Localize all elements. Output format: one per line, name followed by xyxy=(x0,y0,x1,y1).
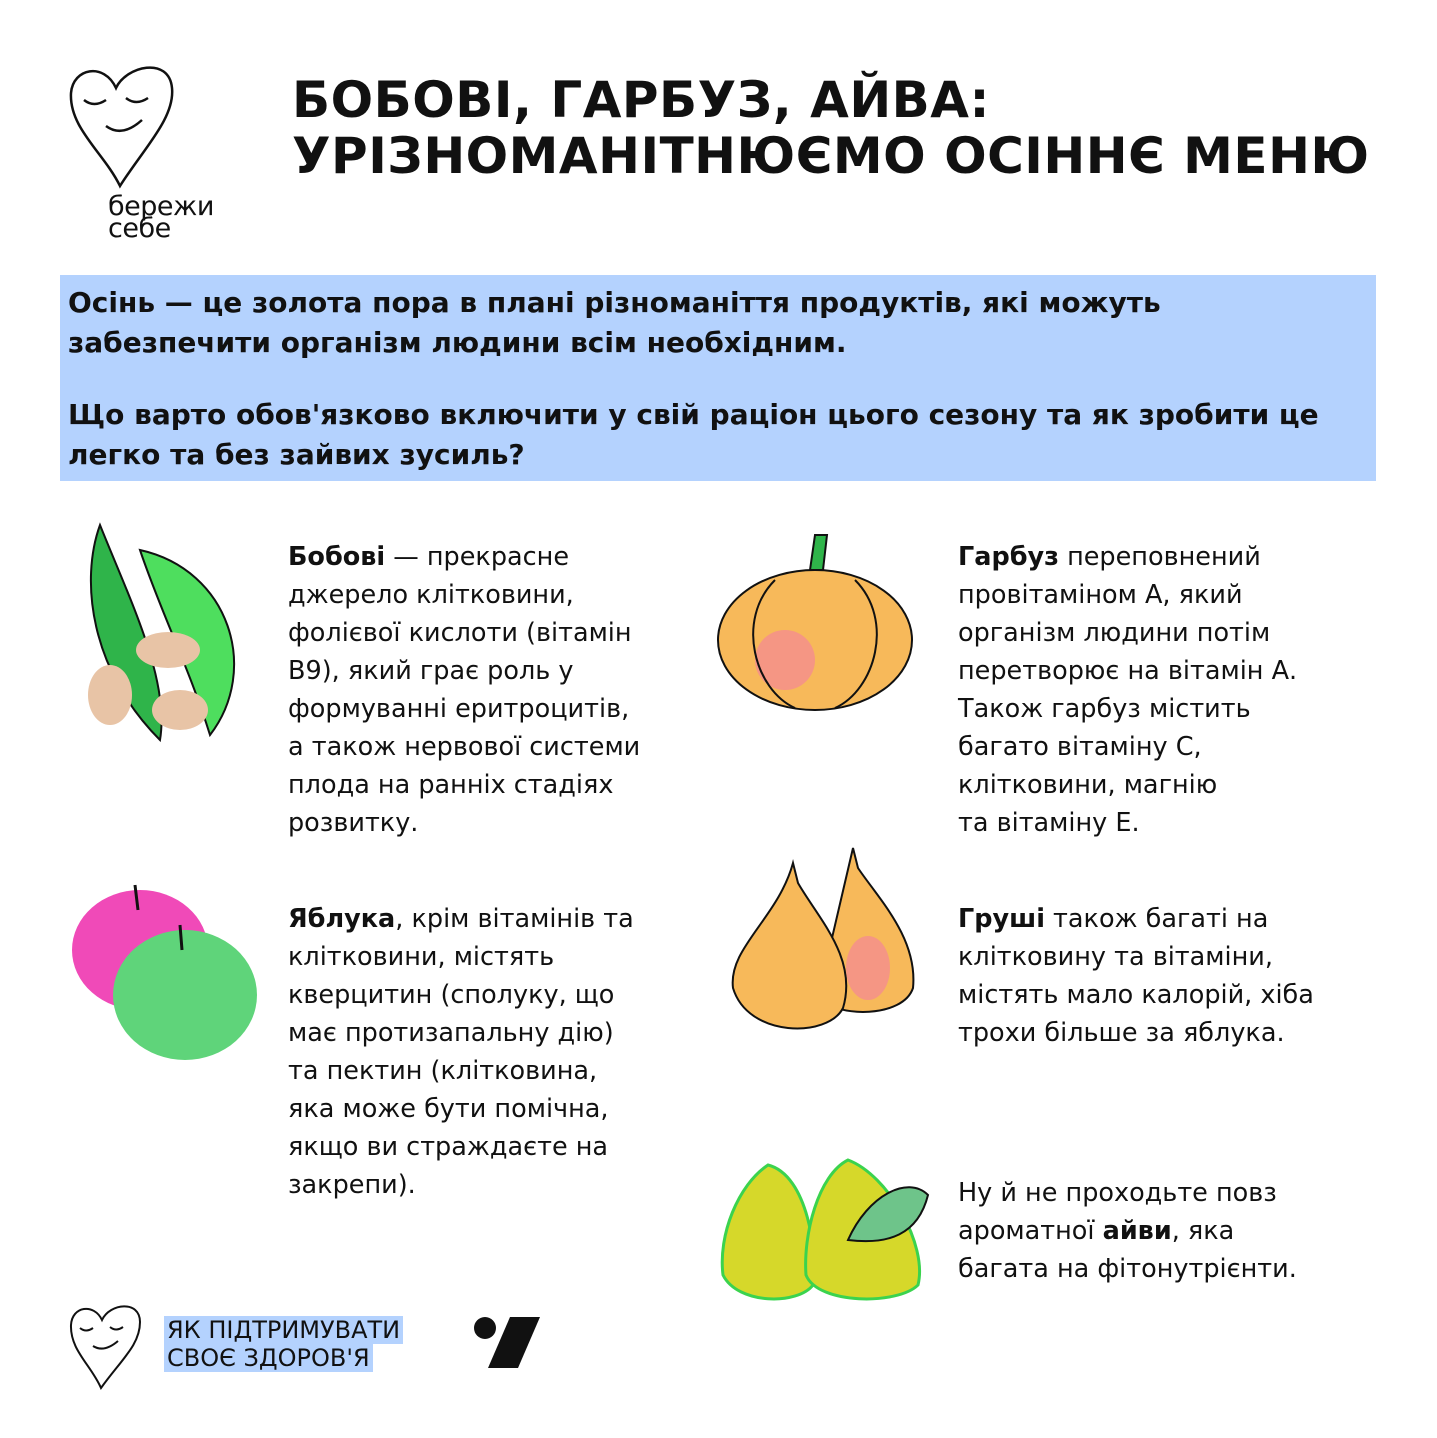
footer-heart-icon xyxy=(66,1300,144,1392)
text-line xyxy=(958,1212,1297,1250)
text-line xyxy=(288,1014,634,1052)
text-line xyxy=(958,690,1297,728)
text-line xyxy=(958,652,1297,690)
text-line xyxy=(958,614,1297,652)
heart-logo-icon xyxy=(64,58,179,190)
highlight-term: Гарбуз xyxy=(958,542,1059,572)
text-line xyxy=(958,728,1297,766)
text-segment: має протизапальну дію) xyxy=(288,1018,614,1048)
pears-illustration-icon xyxy=(728,838,923,1038)
text-segment: переповнений xyxy=(1058,542,1261,572)
text-line xyxy=(288,766,640,804)
text-segment: фолієвої кислоти (вітамін xyxy=(288,618,632,648)
text-segment: багато вітаміну С, xyxy=(958,732,1202,762)
text-block-pumpkin xyxy=(958,538,1297,842)
text-line xyxy=(288,1090,634,1128)
pumpkin-illustration-icon xyxy=(715,530,915,715)
intro-question: Що варто обов'язково включити у свій раціон цього сезону та як зробити це легко та без зайвих зусиль? xyxy=(68,398,1319,471)
text-segment: ароматної xyxy=(958,1216,1103,1246)
text-segment: перетворює на вітамін А. xyxy=(958,656,1298,686)
text-line xyxy=(958,766,1297,804)
text-line xyxy=(958,804,1297,842)
beans-illustration-icon xyxy=(70,520,250,745)
partner-logo-icon xyxy=(474,1316,542,1370)
brand-line1: бережи xyxy=(108,191,214,222)
text-segment: Ну й не проходьте повз xyxy=(958,1178,1277,1208)
text-segment: організм людини потім xyxy=(958,618,1271,648)
intro-box xyxy=(60,275,1376,481)
highlight-term: айви xyxy=(1102,1216,1172,1246)
footer-line2: СВОЄ ЗДОРОВ'Я xyxy=(164,1344,373,1372)
text-segment: плода на ранніх стадіях xyxy=(288,770,614,800)
text-segment: закрепи). xyxy=(288,1170,416,1200)
text-line xyxy=(288,576,640,614)
text-segment: клітковину та вітаміни, xyxy=(958,942,1273,972)
text-segment: розвитку. xyxy=(288,808,419,838)
text-line xyxy=(958,900,1314,938)
footer-campaign-label xyxy=(164,1316,403,1372)
highlight-term: Яблука xyxy=(288,904,396,934)
footer-line1: ЯК ПІДТРИМУВАТИ xyxy=(164,1316,403,1344)
text-block-beans xyxy=(288,538,640,842)
text-line xyxy=(958,1250,1297,1288)
text-line xyxy=(288,938,634,976)
text-segment: кверцитин (сполуку, що xyxy=(288,980,615,1010)
brand-line2: себе xyxy=(108,213,171,244)
highlight-term: Бобові xyxy=(288,542,386,572)
text-line xyxy=(288,690,640,728)
text-line xyxy=(958,1174,1297,1212)
quince-illustration-icon xyxy=(718,1135,933,1305)
text-line xyxy=(288,728,640,766)
text-segment: — прекрасне xyxy=(385,542,570,572)
text-line xyxy=(288,1166,634,1204)
text-line xyxy=(288,614,640,652)
intro-paragraph: Осінь — це золота пора в плані різноманіття продуктів, які можуть забезпечити організм людини всім необхідним. xyxy=(68,286,1161,359)
text-segment: яка може бути помічна, xyxy=(288,1094,609,1124)
text-segment: формуванні еритроцитів, xyxy=(288,694,630,724)
text-line xyxy=(288,976,634,1014)
text-segment: провітаміном А, який xyxy=(958,580,1243,610)
text-segment: якщо ви страждаєте на xyxy=(288,1132,609,1162)
text-segment: трохи більше за яблука. xyxy=(958,1018,1285,1048)
text-segment: клітковини, магнію xyxy=(958,770,1218,800)
text-line xyxy=(288,900,634,938)
text-block-quince xyxy=(958,1174,1297,1288)
text-block-apples xyxy=(288,900,634,1204)
text-segment: B9), який грає роль у xyxy=(288,656,574,686)
text-segment: багата на фітонутрієнти. xyxy=(958,1254,1297,1284)
text-segment: та вітаміну Е. xyxy=(958,808,1140,838)
text-segment: клітковини, містять xyxy=(288,942,555,972)
highlight-term: Груші xyxy=(958,904,1045,934)
text-segment: а також нервової системи xyxy=(288,732,641,762)
text-line xyxy=(288,1128,634,1166)
text-line xyxy=(958,576,1297,614)
text-line xyxy=(288,538,640,576)
title-line2: УРІЗНОМАНІТНЮЄМО ОСІННЄ МЕНЮ xyxy=(292,127,1370,185)
text-block-pears xyxy=(958,900,1314,1052)
text-segment: джерело клітковини, xyxy=(288,580,574,610)
page-title xyxy=(292,72,1370,184)
brand-name xyxy=(108,191,214,244)
text-line xyxy=(288,1052,634,1090)
text-segment: також багаті на xyxy=(1044,904,1269,934)
text-line xyxy=(958,976,1314,1014)
text-segment: Також гарбуз містить xyxy=(958,694,1251,724)
text-line xyxy=(288,652,640,690)
text-line xyxy=(958,1014,1314,1052)
text-segment: та пектин (клітковина, xyxy=(288,1056,598,1086)
text-line xyxy=(958,938,1314,976)
text-line xyxy=(288,804,640,842)
text-line xyxy=(958,538,1297,576)
apples-illustration-icon xyxy=(70,880,260,1065)
title-line1: БОБОВІ, ГАРБУЗ, АЙВА: xyxy=(292,71,990,129)
text-segment: містять мало калорій, хіба xyxy=(958,980,1314,1010)
text-segment: , крім вітамінів та xyxy=(395,904,634,934)
text-segment: , яка xyxy=(1171,1216,1235,1246)
